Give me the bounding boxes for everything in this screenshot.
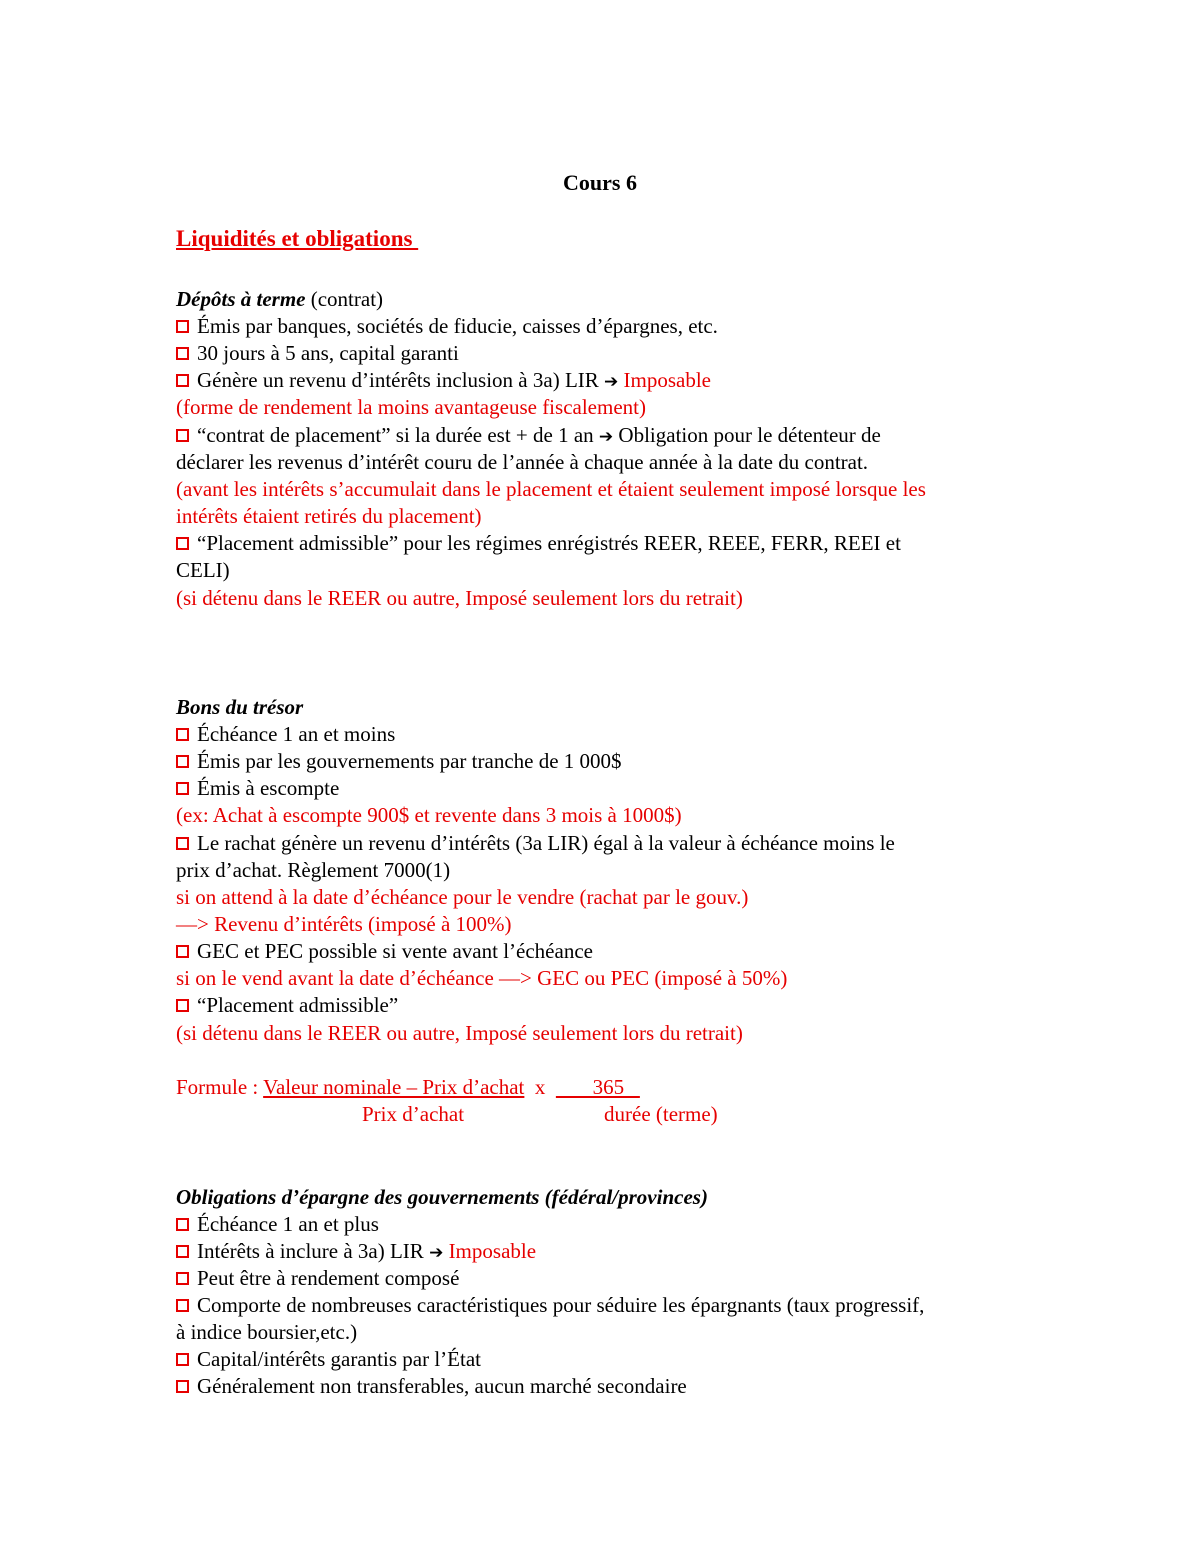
formula-denominator: Prix d’achat: [362, 1102, 465, 1126]
arrow-right-icon: ➔: [598, 427, 614, 447]
formula-multiply: x: [524, 1075, 556, 1099]
arrow-right-icon: ➔: [604, 372, 619, 392]
checkbox-icon: [176, 374, 189, 387]
formula-numerator-line: [176, 1074, 640, 1101]
checkbox-icon: [176, 1218, 189, 1231]
arrow-right-icon: ➔: [429, 1243, 444, 1263]
checkbox-icon: [176, 755, 189, 768]
section2-heading: Bons du trésor: [176, 695, 304, 719]
list-item: Émis par les gouvernements par tranche de 1 000$: [176, 748, 622, 775]
checkbox-icon: [176, 1299, 189, 1312]
list-item: Échéance 1 an et moins: [176, 721, 395, 748]
checkbox-icon: [176, 1272, 189, 1285]
list-item: 30 jours à 5 ans, capital garanti: [176, 340, 459, 367]
formula-label: Formule :: [176, 1075, 264, 1099]
list-item-continuation: prix d’achat. Règlement 7000(1): [176, 858, 451, 882]
list-item-continuation: à indice boursier,etc.): [176, 1320, 358, 1344]
note: —> Revenu d’intérêts (imposé à 100%): [176, 912, 512, 936]
list-item: Échéance 1 an et plus: [176, 1211, 379, 1238]
page-title: Cours 6: [563, 170, 637, 195]
main-heading: Liquidités et obligations: [176, 226, 419, 251]
checkbox-icon: [176, 347, 189, 360]
note: (si détenu dans le REER ou autre, Imposé seulement lors du retrait): [176, 586, 743, 610]
list-item: “Placement admissible”: [176, 992, 398, 1019]
formula-days: 365: [555, 1075, 640, 1099]
list-item-continuation: déclarer les revenus d’intérêt couru de l’année à chaque année à la date du contrat.: [176, 450, 869, 474]
list-item: Émis par banques, sociétés de fiducie, caisses d’épargnes, etc.: [176, 313, 718, 340]
section1-heading-line: [176, 286, 383, 313]
note: (si détenu dans le REER ou autre, Imposé seulement lors du retrait): [176, 1021, 743, 1045]
list-item: Émis à escompte: [176, 775, 339, 802]
list-item: Généralement non transferables, aucun marché secondaire: [176, 1373, 687, 1400]
checkbox-icon: [176, 837, 189, 850]
list-item: Capital/intérêts garantis par l’État: [176, 1346, 481, 1373]
checkbox-icon: [176, 1245, 189, 1258]
note: (ex: Achat à escompte 900$ et revente dans 3 mois à 1000$): [176, 803, 682, 827]
checkbox-icon: [176, 728, 189, 741]
note: si on le vend avant la date d’échéance —> GEC ou PEC (imposé à 50%): [176, 966, 788, 990]
section1-heading: Dépôts à terme: [176, 287, 306, 311]
note: (forme de rendement la moins avantageuse fiscalement): [176, 395, 646, 419]
note: intérêts étaient retirés du placement): [176, 504, 482, 528]
list-item: “Placement admissible” pour les régimes enrégistrés REER, REEE, FERR, REEI et: [176, 530, 901, 557]
checkbox-icon: [176, 782, 189, 795]
checkbox-icon: [176, 320, 189, 333]
list-item: Intérêts à inclure à 3a) LIR ➔ Imposable: [176, 1238, 536, 1267]
list-item: Le rachat génère un revenu d’intérêts (3a LIR) égal à la valeur à échéance moins le: [176, 830, 895, 857]
checkbox-icon: [176, 1380, 189, 1393]
note: (avant les intérêts s’accumulait dans le placement et étaient seulement imposé lorsque les: [176, 477, 926, 501]
list-item: Génère un revenu d’intérêts inclusion à 3a) LIR ➔ Imposable: [176, 367, 711, 396]
list-item: Comporte de nombreuses caractéristiques pour séduire les épargnants (taux progressif,: [176, 1292, 924, 1319]
list-item: Peut être à rendement composé: [176, 1265, 459, 1292]
section1-heading-suffix: (contrat): [305, 287, 384, 311]
checkbox-icon: [176, 999, 189, 1012]
checkbox-icon: [176, 429, 189, 442]
formula-numerator: Valeur nominale – Prix d’achat: [263, 1075, 525, 1099]
list-item: GEC et PEC possible si vente avant l’échéance: [176, 938, 593, 965]
checkbox-icon: [176, 1353, 189, 1366]
note: si on attend à la date d’échéance pour le vendre (rachat par le gouv.): [176, 885, 749, 909]
formula-term: durée (terme): [604, 1102, 718, 1126]
list-item-continuation: CELI): [176, 558, 230, 582]
section3-heading: Obligations d’épargne des gouvernements (fédéral/provinces): [176, 1185, 708, 1209]
checkbox-icon: [176, 945, 189, 958]
list-item: “contrat de placement” si la durée est + de 1 an ➔ Obligation pour le détenteur de: [176, 422, 881, 451]
checkbox-icon: [176, 537, 189, 550]
